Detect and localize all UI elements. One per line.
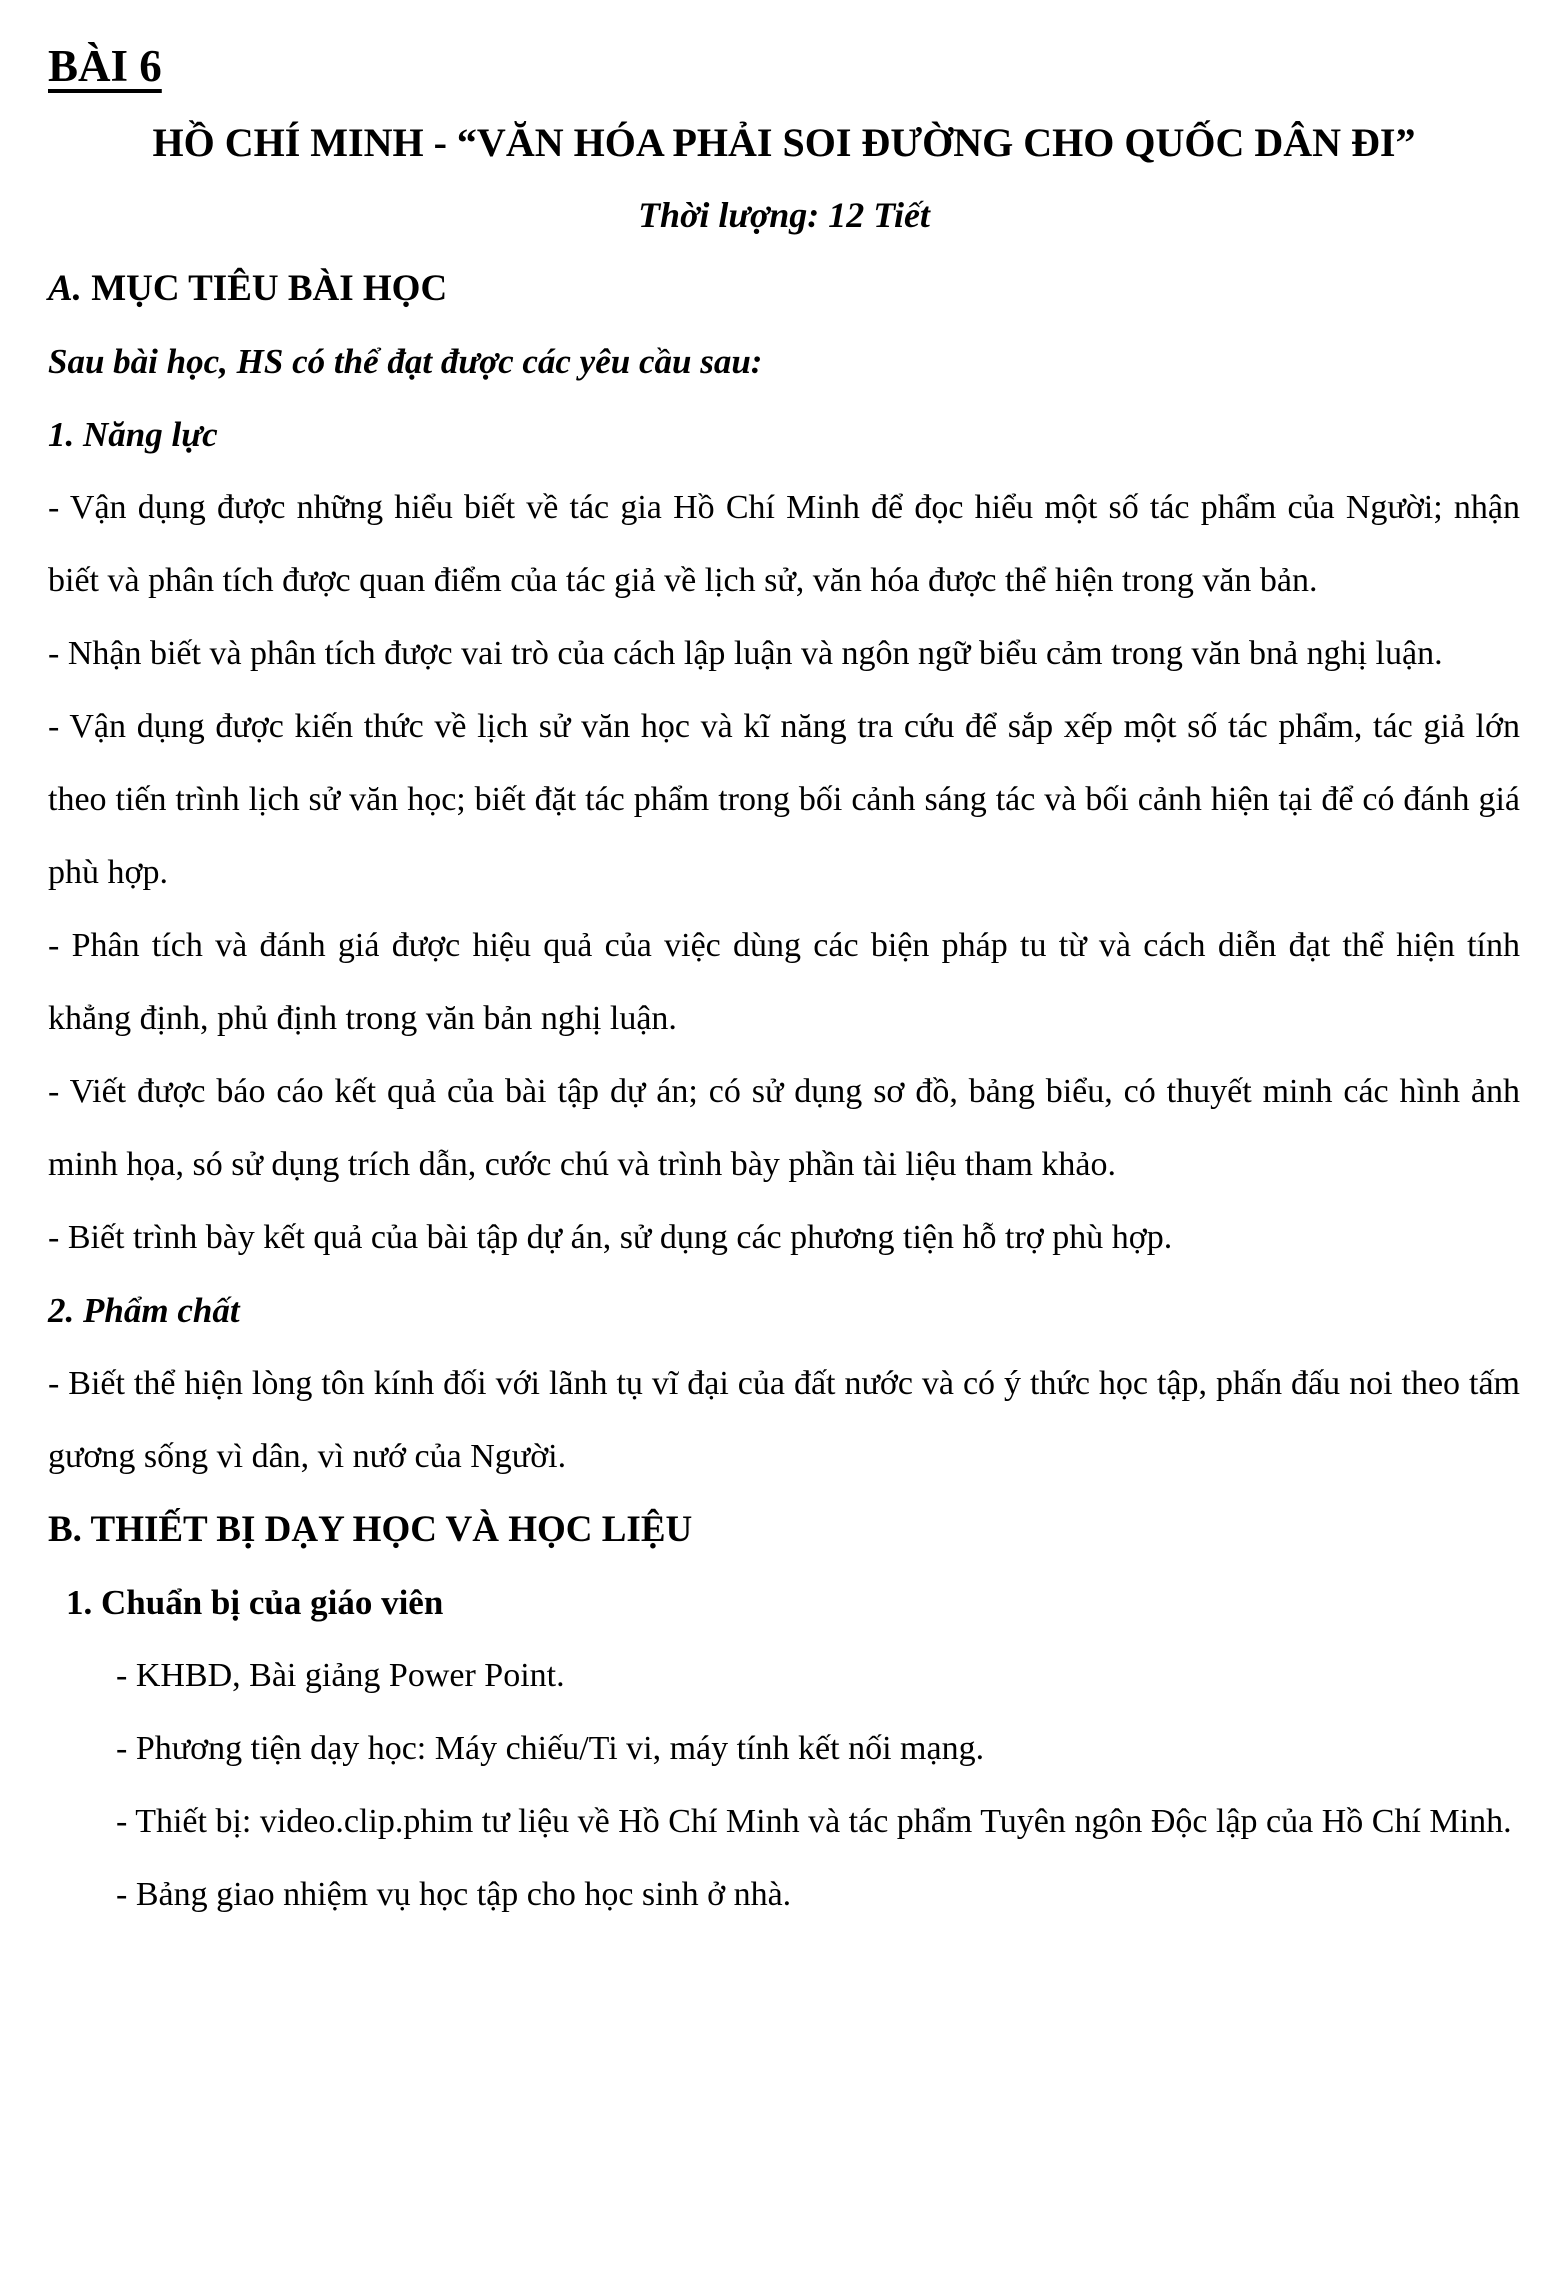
teacher-prep-item: - KHBD, Bài giảng Power Point. — [116, 1657, 565, 1694]
competence-item: - Vận dụng được những hiểu biết về tác gia Hồ Chí Minh để đọc hiểu một số tác phẩm của Người; nhận biết và phân tích được quan điểm của tác giả về lịch sử, văn hóa được thể hiện trong văn bản. — [48, 489, 1520, 599]
teacher-prep-item: - Thiết bị: video.clip.phim tư liệu về Hồ Chí Minh và tác phẩm Tuyên ngôn Độc lập của Hồ Chí Minh. — [116, 1803, 1512, 1840]
section-b-heading: B. THIẾT BỊ DẠY HỌC VÀ HỌC LIỆU — [48, 1509, 693, 1550]
competence-item: - Phân tích và đánh giá được hiệu quả của việc dùng các biện pháp tu từ và cách diễn đạt thể hiện tính khẳng định, phủ định trong văn bản nghị luận. — [48, 927, 1520, 1037]
competence-heading: 1. Năng lực — [48, 415, 218, 454]
duration-line: Thời lượng: 12 Tiết — [638, 195, 930, 235]
competence-item: - Viết được báo cáo kết quả của bài tập dự án; có sử dụng sơ đồ, bảng biểu, có thuyết minh các hình ảnh minh họa, só sử dụng trích dẫn, cước chú và trình bày phần tài liệu tham khảo. — [48, 1073, 1520, 1183]
objectives-intro: Sau bài học, HS có thể đạt được các yêu cầu sau: — [48, 342, 763, 381]
quality-item: - Biết thể hiện lòng tôn kính đối với lãnh tụ vĩ đại của đất nước và có ý thức học tập, phấn đấu noi theo tấm gương sống vì dân, vì nướ của Người. — [48, 1365, 1520, 1475]
teacher-prep-item: - Phương tiện dạy học: Máy chiếu/Ti vi, máy tính kết nối mạng. — [116, 1730, 985, 1767]
section-a-marker: A. — [48, 268, 82, 309]
competence-item: - Nhận biết và phân tích được vai trò của cách lập luận và ngôn ngữ biểu cảm trong văn bnả nghị luận. — [48, 635, 1443, 672]
teacher-prep-item: - Bảng giao nhiệm vụ học tập cho học sinh ở nhà. — [116, 1876, 792, 1913]
quality-heading: 2. Phẩm chất — [48, 1291, 240, 1330]
competence-item: - Biết trình bày kết quả của bài tập dự án, sử dụng các phương tiện hỗ trợ phù hợp. — [48, 1219, 1173, 1256]
section-a-heading — [48, 252, 1520, 325]
lesson-number: BÀI 6 — [48, 41, 162, 91]
section-a-heading-text: MỤC TIÊU BÀI HỌC — [81, 268, 448, 309]
document-title: HỒ CHÍ MINH - “VĂN HÓA PHẢI SOI ĐƯỜNG CHO QUỐC DÂN ĐI” — [152, 120, 1416, 165]
teacher-prep-heading: 1. Chuẩn bị của giáo viên — [66, 1583, 444, 1622]
competence-item: - Vận dụng được kiến thức về lịch sử văn học và kĩ năng tra cứu để sắp xếp một số tác phẩm, tác giả lớn theo tiến trình lịch sử văn học; biết đặt tác phẩm trong bối cảnh sáng tác và bối cảnh hiện tại để có đánh giá phù hợp. — [48, 708, 1520, 891]
